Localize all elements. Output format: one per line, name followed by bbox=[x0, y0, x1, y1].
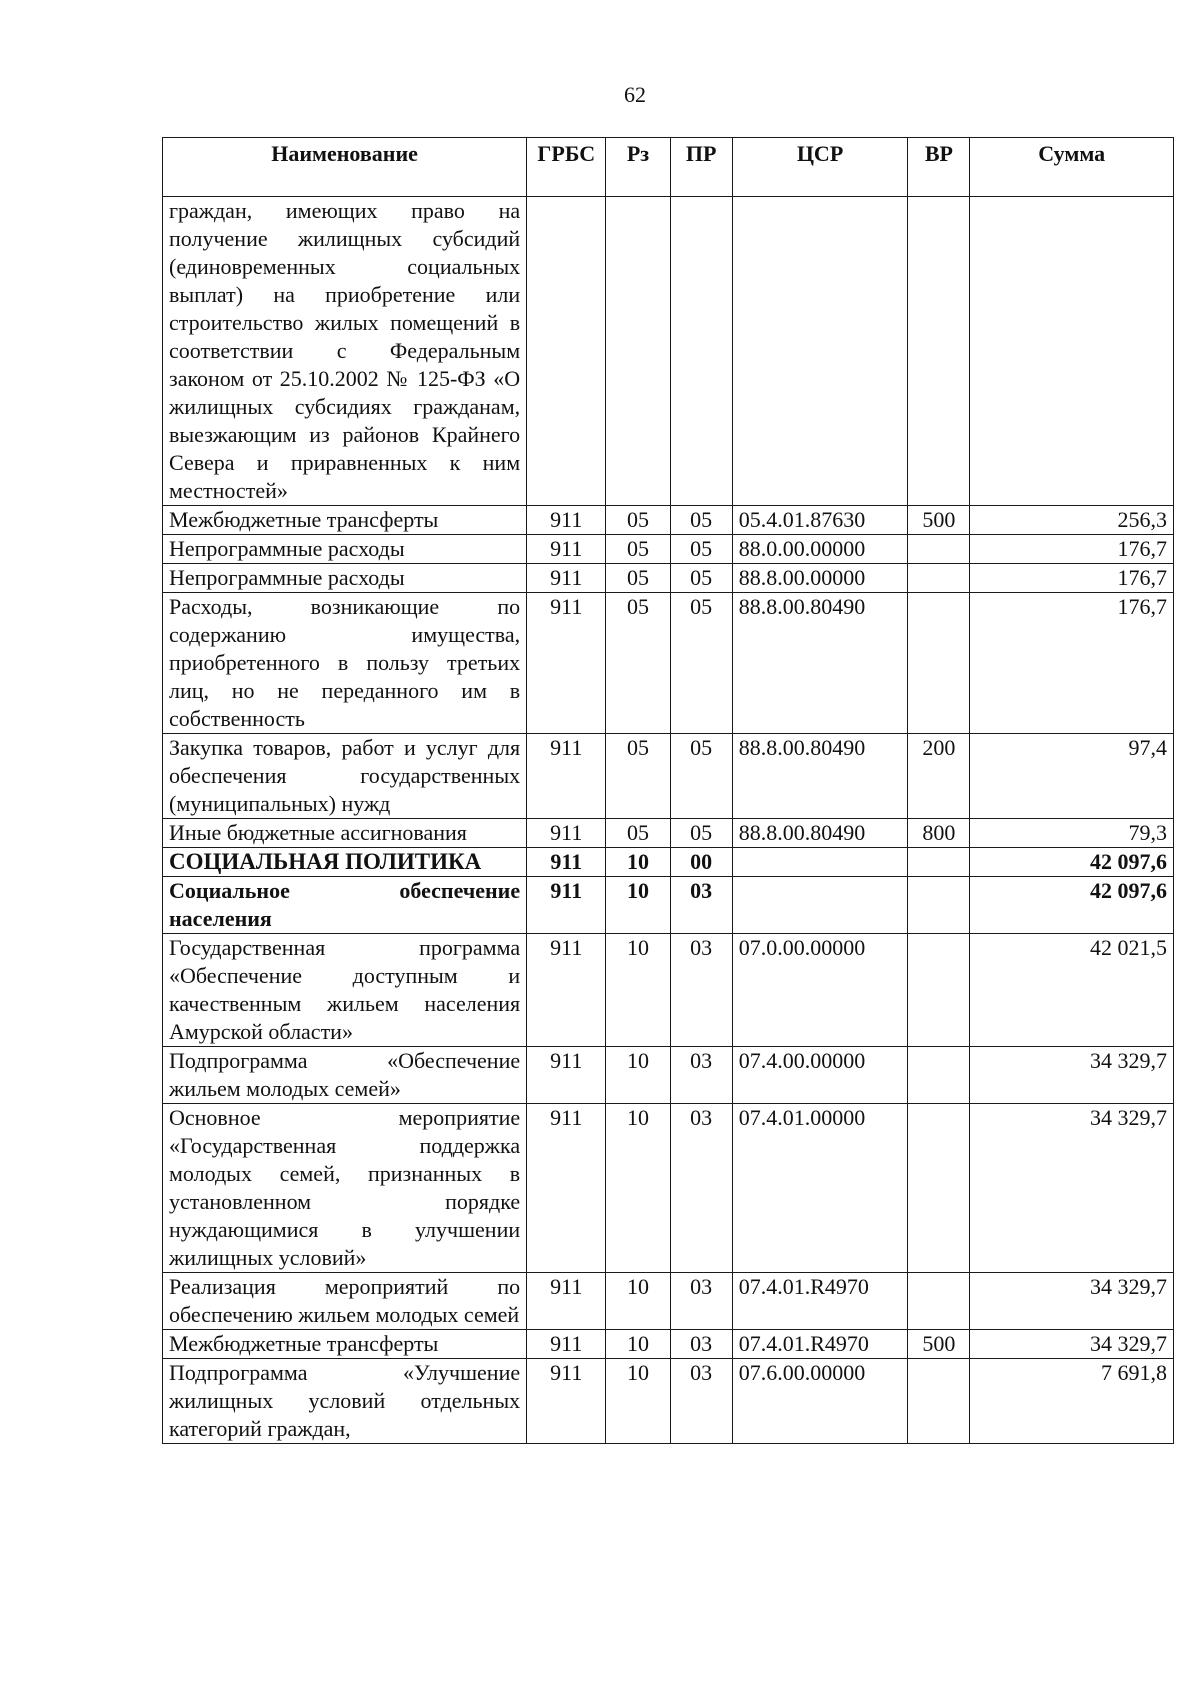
header-vr: ВР bbox=[908, 138, 970, 197]
cell-rz: 10 bbox=[606, 877, 670, 934]
cell-vr bbox=[908, 1104, 970, 1273]
cell-name: Социальное обеспечение населения bbox=[163, 877, 527, 934]
cell-grbs: 911 bbox=[527, 593, 606, 734]
cell-pr: 05 bbox=[670, 734, 732, 819]
table-row bbox=[163, 1273, 1174, 1330]
cell-csr bbox=[732, 197, 908, 506]
cell-rz: 05 bbox=[606, 593, 670, 734]
cell-vr bbox=[908, 593, 970, 734]
cell-sum: 34 329,7 bbox=[970, 1047, 1174, 1104]
cell-name: Межбюджетные трансферты bbox=[163, 506, 527, 535]
cell-rz: 10 bbox=[606, 848, 670, 877]
budget-table bbox=[162, 137, 1174, 1444]
table-row bbox=[163, 877, 1174, 934]
cell-pr bbox=[670, 197, 732, 506]
cell-sum: 34 329,7 bbox=[970, 1104, 1174, 1273]
cell-vr bbox=[908, 877, 970, 934]
cell-csr: 07.4.01.R4970 bbox=[732, 1273, 908, 1330]
cell-rz: 10 bbox=[606, 934, 670, 1047]
cell-sum: 176,7 bbox=[970, 593, 1174, 734]
cell-rz: 10 bbox=[606, 1047, 670, 1104]
cell-name: Расходы, возникающие по содержанию имущества, приобретенного в пользу третьих лиц, но не переданного им в собственность bbox=[163, 593, 527, 734]
cell-pr: 05 bbox=[670, 535, 732, 564]
cell-name: СОЦИАЛЬНАЯ ПОЛИТИКА bbox=[163, 848, 527, 877]
cell-csr: 07.4.01.00000 bbox=[732, 1104, 908, 1273]
cell-sum: 42 097,6 bbox=[970, 848, 1174, 877]
cell-pr: 05 bbox=[670, 593, 732, 734]
table-row bbox=[163, 564, 1174, 593]
cell-vr bbox=[908, 535, 970, 564]
cell-grbs: 911 bbox=[527, 1330, 606, 1359]
table-row bbox=[163, 819, 1174, 848]
cell-name: граждан, имеющих право на получение жилищных субсидий (единовременных социальных выплат) на приобретение или строительство жилых помещений в соответствии с Федеральным законом от 25.10.2002 № 125-ФЗ «О жилищных субсидиях гражданам, выезжающим из районов Крайнего Севера и приравненных к ним местностей» bbox=[163, 197, 527, 506]
cell-vr: 800 bbox=[908, 819, 970, 848]
cell-pr: 03 bbox=[670, 934, 732, 1047]
cell-pr: 03 bbox=[670, 1330, 732, 1359]
table-row bbox=[163, 1359, 1174, 1444]
cell-pr: 00 bbox=[670, 848, 732, 877]
cell-vr: 500 bbox=[908, 1330, 970, 1359]
cell-rz: 10 bbox=[606, 1104, 670, 1273]
cell-grbs: 911 bbox=[527, 934, 606, 1047]
header-pr: ПР bbox=[670, 138, 732, 197]
table-row bbox=[163, 197, 1174, 506]
cell-sum: 97,4 bbox=[970, 734, 1174, 819]
table-row bbox=[163, 535, 1174, 564]
cell-csr: 05.4.01.87630 bbox=[732, 506, 908, 535]
header-grbs: ГРБС bbox=[527, 138, 606, 197]
cell-grbs: 911 bbox=[527, 819, 606, 848]
cell-sum: 42 021,5 bbox=[970, 934, 1174, 1047]
header-rz: Рз bbox=[606, 138, 670, 197]
cell-name: Подпрограмма «Обеспечение жильем молодых семей» bbox=[163, 1047, 527, 1104]
cell-sum: 42 097,6 bbox=[970, 877, 1174, 934]
cell-sum: 7 691,8 bbox=[970, 1359, 1174, 1444]
cell-sum: 34 329,7 bbox=[970, 1273, 1174, 1330]
cell-name: Закупка товаров, работ и услуг для обеспечения государственных (муниципальных) нужд bbox=[163, 734, 527, 819]
table-row bbox=[163, 734, 1174, 819]
cell-sum: 176,7 bbox=[970, 564, 1174, 593]
page-number: 62 bbox=[624, 82, 646, 107]
cell-grbs: 911 bbox=[527, 1104, 606, 1273]
cell-name: Реализация мероприятий по обеспечению жильем молодых семей bbox=[163, 1273, 527, 1330]
cell-csr: 07.6.00.00000 bbox=[732, 1359, 908, 1444]
header-csr: ЦСР bbox=[732, 138, 908, 197]
cell-csr: 88.8.00.80490 bbox=[732, 734, 908, 819]
cell-grbs: 911 bbox=[527, 1047, 606, 1104]
cell-vr bbox=[908, 197, 970, 506]
cell-pr: 05 bbox=[670, 564, 732, 593]
header-name: Наименование bbox=[163, 138, 527, 197]
cell-grbs bbox=[527, 197, 606, 506]
cell-csr: 88.8.00.00000 bbox=[732, 564, 908, 593]
cell-csr: 88.8.00.80490 bbox=[732, 819, 908, 848]
table-row bbox=[163, 1047, 1174, 1104]
cell-grbs: 911 bbox=[527, 1273, 606, 1330]
cell-vr: 500 bbox=[908, 506, 970, 535]
cell-grbs: 911 bbox=[527, 564, 606, 593]
cell-pr: 05 bbox=[670, 506, 732, 535]
cell-rz: 10 bbox=[606, 1330, 670, 1359]
cell-name: Межбюджетные трансферты bbox=[163, 1330, 527, 1359]
table-row bbox=[163, 848, 1174, 877]
cell-grbs: 911 bbox=[527, 877, 606, 934]
cell-rz bbox=[606, 197, 670, 506]
table-row bbox=[163, 1330, 1174, 1359]
table-body bbox=[163, 197, 1174, 1444]
cell-sum: 176,7 bbox=[970, 535, 1174, 564]
cell-csr: 88.0.00.00000 bbox=[732, 535, 908, 564]
cell-vr bbox=[908, 848, 970, 877]
cell-pr: 05 bbox=[670, 819, 732, 848]
cell-csr bbox=[732, 848, 908, 877]
cell-rz: 05 bbox=[606, 564, 670, 593]
cell-grbs: 911 bbox=[527, 506, 606, 535]
cell-grbs: 911 bbox=[527, 535, 606, 564]
cell-rz: 05 bbox=[606, 535, 670, 564]
cell-vr bbox=[908, 1359, 970, 1444]
cell-rz: 10 bbox=[606, 1273, 670, 1330]
cell-name: Непрограммные расходы bbox=[163, 564, 527, 593]
cell-vr bbox=[908, 1273, 970, 1330]
cell-rz: 05 bbox=[606, 734, 670, 819]
cell-vr bbox=[908, 564, 970, 593]
cell-csr: 07.4.01.R4970 bbox=[732, 1330, 908, 1359]
cell-name: Иные бюджетные ассигнования bbox=[163, 819, 527, 848]
cell-pr: 03 bbox=[670, 1104, 732, 1273]
cell-sum bbox=[970, 197, 1174, 506]
cell-grbs: 911 bbox=[527, 734, 606, 819]
cell-vr bbox=[908, 934, 970, 1047]
cell-sum: 34 329,7 bbox=[970, 1330, 1174, 1359]
cell-name: Государственная программа «Обеспечение доступным и качественным жильем населения Амурской области» bbox=[163, 934, 527, 1047]
table-row bbox=[163, 593, 1174, 734]
cell-csr: 07.0.00.00000 bbox=[732, 934, 908, 1047]
cell-sum: 256,3 bbox=[970, 506, 1174, 535]
cell-name: Основное мероприятие «Государственная поддержка молодых семей, признанных в установленном порядке нуждающимися в улучшении жилищных условий» bbox=[163, 1104, 527, 1273]
cell-grbs: 911 bbox=[527, 848, 606, 877]
cell-csr bbox=[732, 877, 908, 934]
cell-pr: 03 bbox=[670, 1359, 732, 1444]
cell-rz: 05 bbox=[606, 819, 670, 848]
table-row bbox=[163, 934, 1174, 1047]
cell-pr: 03 bbox=[670, 1273, 732, 1330]
cell-pr: 03 bbox=[670, 1047, 732, 1104]
cell-pr: 03 bbox=[670, 877, 732, 934]
cell-rz: 05 bbox=[606, 506, 670, 535]
cell-csr: 07.4.00.00000 bbox=[732, 1047, 908, 1104]
header-sum: Сумма bbox=[970, 138, 1174, 197]
cell-name: Подпрограмма «Улучшение жилищных условий отдельных категорий граждан, bbox=[163, 1359, 527, 1444]
table-row bbox=[163, 506, 1174, 535]
cell-grbs: 911 bbox=[527, 1359, 606, 1444]
cell-sum: 79,3 bbox=[970, 819, 1174, 848]
cell-name: Непрограммные расходы bbox=[163, 535, 527, 564]
cell-rz: 10 bbox=[606, 1359, 670, 1444]
cell-vr bbox=[908, 1047, 970, 1104]
cell-csr: 88.8.00.80490 bbox=[732, 593, 908, 734]
table-header-row bbox=[163, 138, 1174, 197]
table-row bbox=[163, 1104, 1174, 1273]
cell-vr: 200 bbox=[908, 734, 970, 819]
